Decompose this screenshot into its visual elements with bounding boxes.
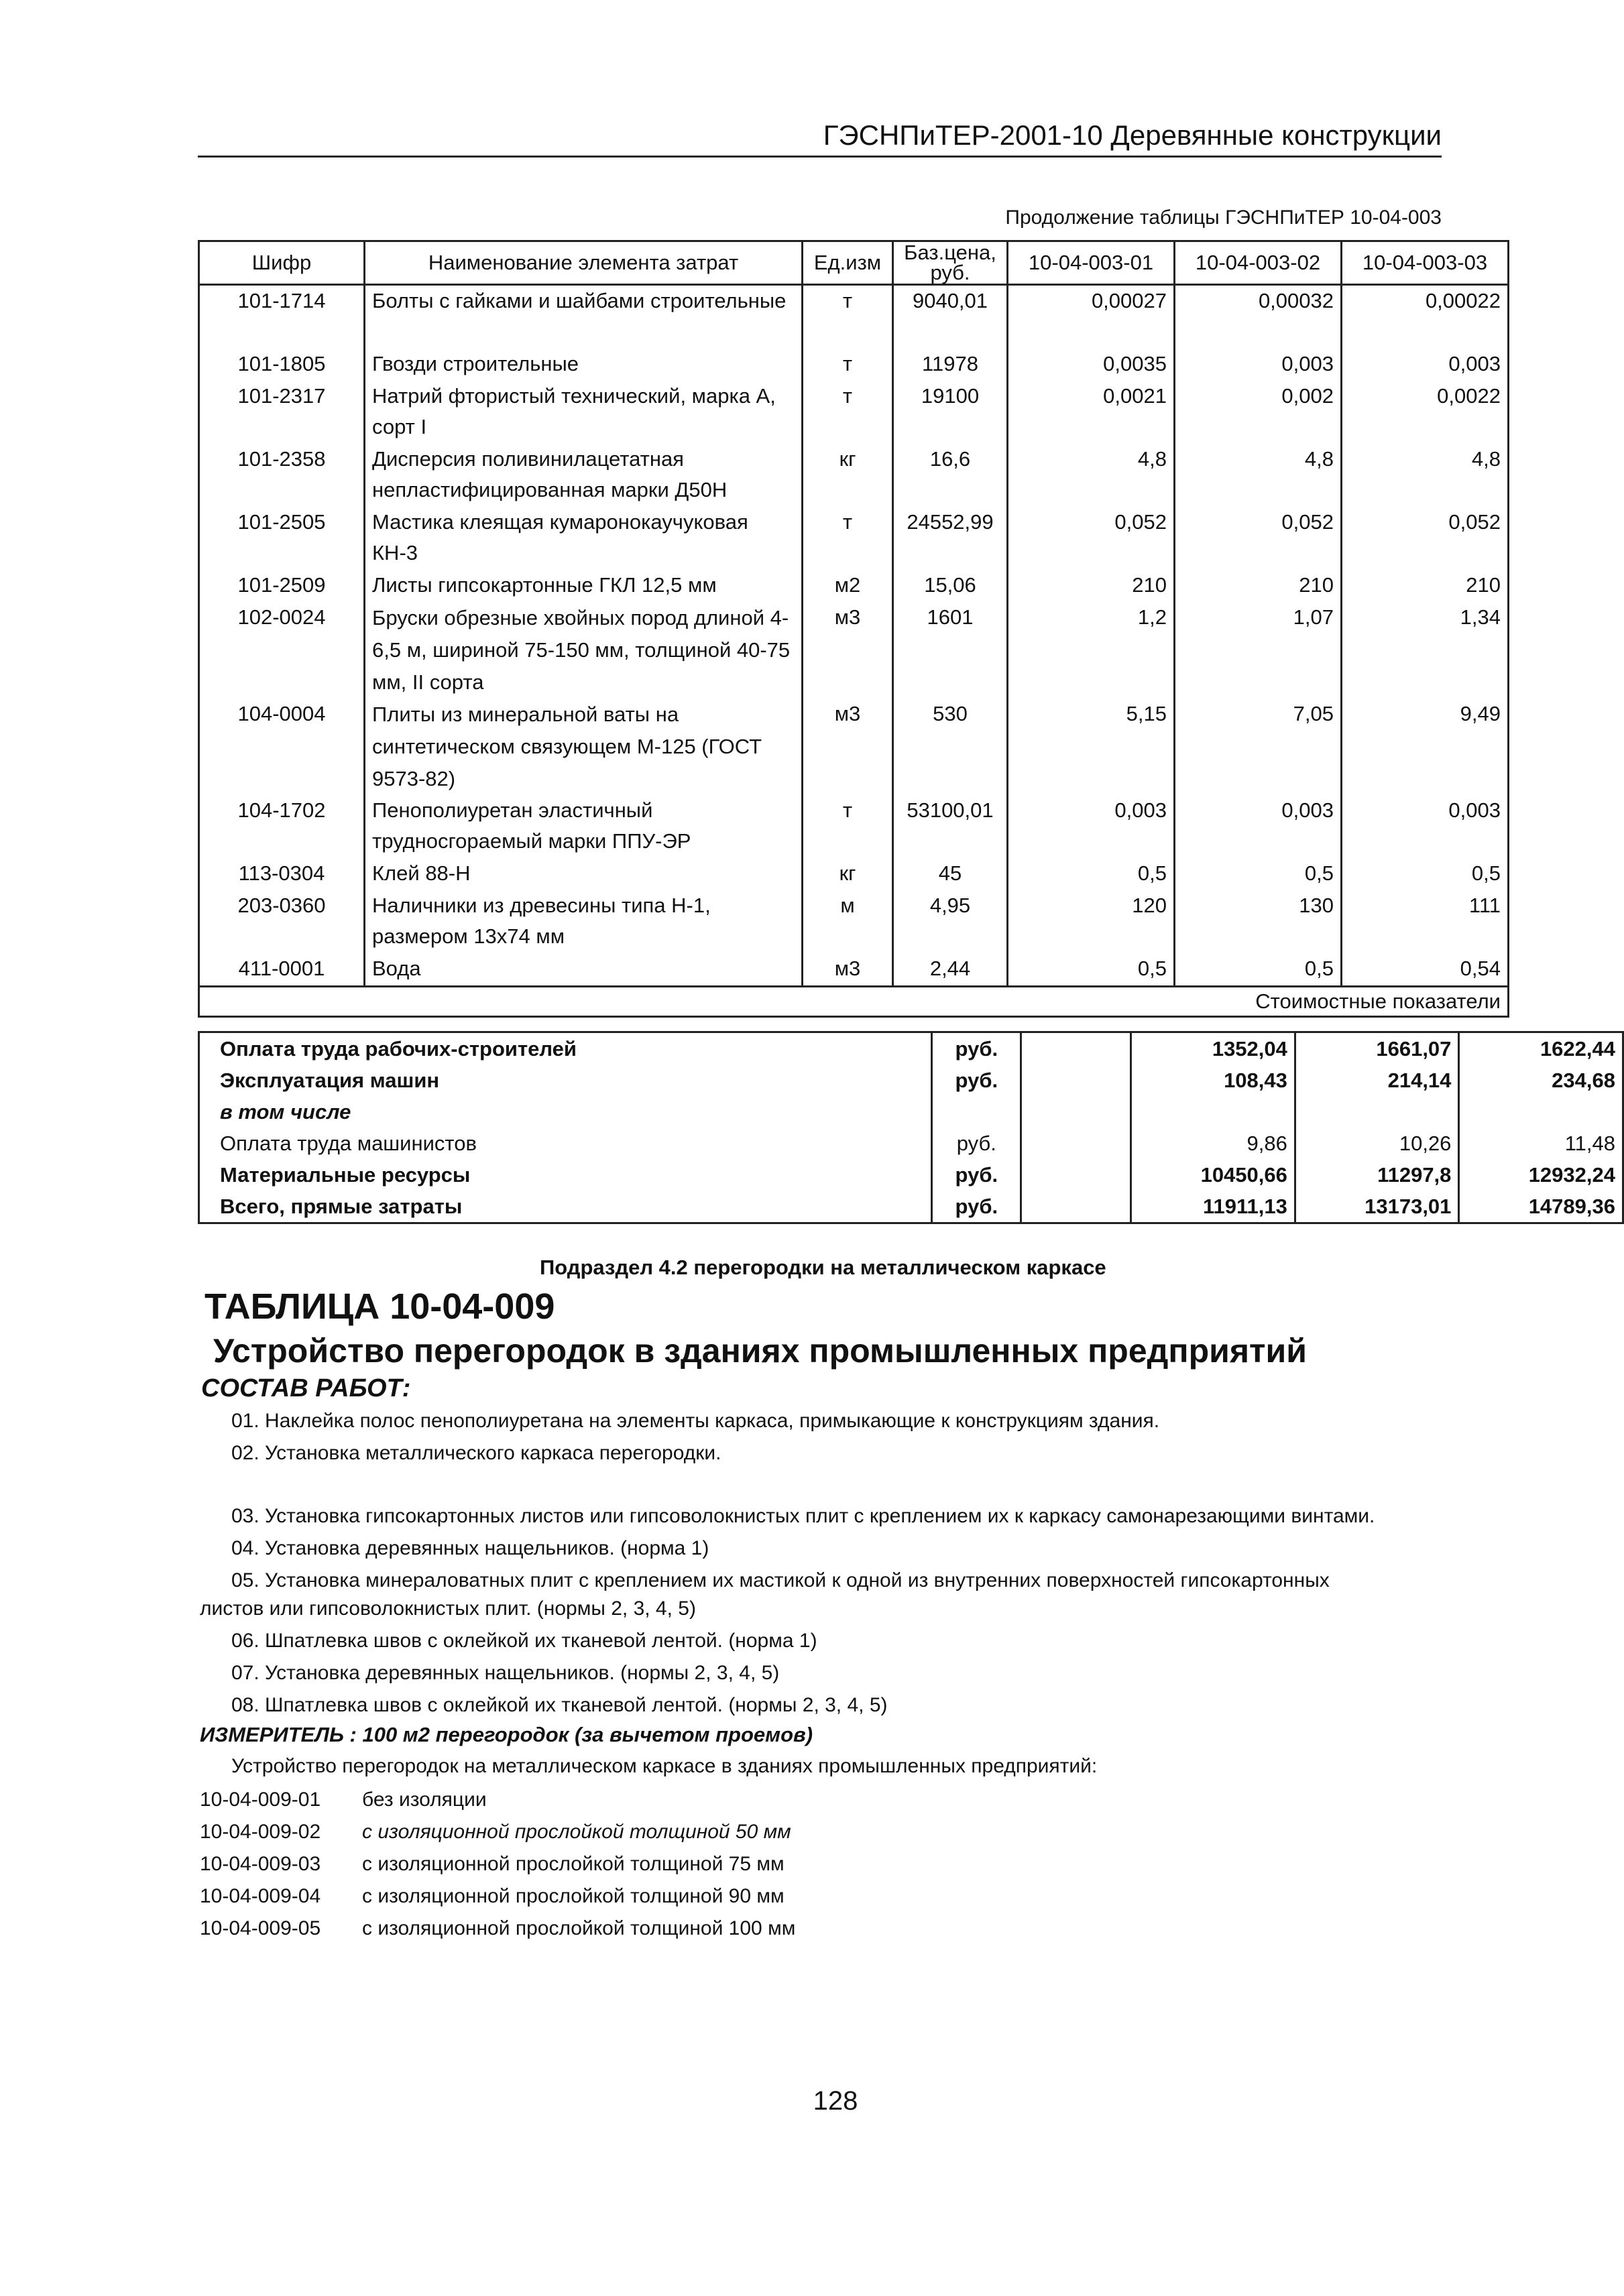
cell-price: 24552,99 — [893, 507, 1008, 570]
operation-item: 03. Установка гипсокартонных листов или гипсоволокнистых плит с креплением их к каркасу самонарезающими винтами. — [231, 1505, 1375, 1527]
cell-name: Бруски обрезные хвойных пород длиной 4-6,5 м, шириной 75-150 мм, толщиной 40-75 мм, II сорта — [365, 602, 803, 699]
cost-norm-1: 9,86 — [1131, 1128, 1295, 1159]
cell-norm-2: 0,003 — [1175, 349, 1342, 381]
cost-norm-1: 11911,13 — [1131, 1191, 1295, 1223]
cell-norm-3: 210 — [1342, 570, 1509, 602]
cost-empty — [1021, 1032, 1131, 1065]
cell-unit: т — [803, 285, 893, 349]
cell-norm-3: 0,052 — [1342, 507, 1509, 570]
cell-name: Вода — [365, 953, 803, 987]
cell-norm-1: 0,5 — [1008, 953, 1175, 987]
col-header-norm-3: 10-04-003-03 — [1342, 241, 1509, 285]
table-row — [199, 890, 1509, 953]
cell-price: 19100 — [893, 381, 1008, 444]
table-header-row — [199, 241, 1509, 285]
cell-unit: т — [803, 507, 893, 570]
cell-norm-3: 4,8 — [1342, 444, 1509, 507]
cost-norm-1: 108,43 — [1131, 1065, 1295, 1096]
table-row — [199, 1159, 1623, 1191]
cell-norm-1: 210 — [1008, 570, 1175, 602]
cell-norm-2: 4,8 — [1175, 444, 1342, 507]
cell-code: 101-2505 — [199, 507, 365, 570]
cost-norm-3: 234,68 — [1459, 1065, 1623, 1096]
cost-norm-2: 10,26 — [1295, 1128, 1459, 1159]
header-rule — [198, 156, 1442, 158]
cell-norm-2: 0,002 — [1175, 381, 1342, 444]
cost-indicators-label: Стоимостные показатели — [199, 987, 1509, 1017]
table-row — [199, 1065, 1623, 1096]
cost-norm-3: 1622,44 — [1459, 1032, 1623, 1065]
cost-unit: руб. — [932, 1159, 1021, 1191]
cost-unit — [932, 1096, 1021, 1128]
section-row — [199, 987, 1509, 1017]
cell-name: Мастика клеящая кумаронокаучуковая КН-3 — [365, 507, 803, 570]
cell-norm-1: 0,0021 — [1008, 381, 1175, 444]
cost-label: Оплата труда рабочих-строителей — [199, 1032, 932, 1065]
cell-norm-2: 0,5 — [1175, 953, 1342, 987]
cell-code: 101-2317 — [199, 381, 365, 444]
cost-label: в том числе — [199, 1096, 932, 1128]
cost-norm-2 — [1295, 1096, 1459, 1128]
col-header-norm-2: 10-04-003-02 — [1175, 241, 1342, 285]
cell-norm-3: 0,0022 — [1342, 381, 1509, 444]
cell-name: Плиты из минеральной ваты на синтетическом связующем М-125 (ГОСТ 9573-82) — [365, 699, 803, 795]
cell-norm-2: 1,07 — [1175, 602, 1342, 699]
cell-norm-1: 1,2 — [1008, 602, 1175, 699]
running-header: ГЭСНПиТЕР-2001-10 Деревянные конструкции — [823, 119, 1442, 151]
cell-code: 102-0024 — [199, 602, 365, 699]
cell-price: 45 — [893, 858, 1008, 890]
cell-code: 101-1805 — [199, 349, 365, 381]
cost-norm-3: 14789,36 — [1459, 1191, 1623, 1223]
operation-item-continuation: листов или гипсоволокнистых плит. (нормы 2, 3, 4, 5) — [200, 1597, 696, 1620]
cost-unit: руб. — [932, 1065, 1021, 1096]
cost-norm-2: 13173,01 — [1295, 1191, 1459, 1223]
cell-price: 16,6 — [893, 444, 1008, 507]
cost-label: Всего, прямые затраты — [199, 1191, 932, 1223]
norm-code: 10-04-009-02 — [200, 1821, 321, 1843]
cell-norm-3: 1,34 — [1342, 602, 1509, 699]
cell-norm-1: 120 — [1008, 890, 1175, 953]
norm-code: 10-04-009-05 — [200, 1917, 321, 1939]
cost-unit: руб. — [932, 1032, 1021, 1065]
cell-name: Листы гипсокартонные ГКЛ 12,5 мм — [365, 570, 803, 602]
norm-description: с изоляционной прослойкой толщиной 75 мм — [362, 1853, 785, 1875]
cell-unit: м3 — [803, 602, 893, 699]
norm-description: с изоляционной прослойкой толщиной 50 мм — [362, 1821, 791, 1843]
operation-item: 04. Установка деревянных нащельников. (норма 1) — [231, 1537, 709, 1559]
cost-label: Оплата труда машинистов — [199, 1128, 932, 1159]
cell-code: 101-2358 — [199, 444, 365, 507]
cell-unit: кг — [803, 444, 893, 507]
cell-code: 411-0001 — [199, 953, 365, 987]
col-header-unit: Ед.изм — [803, 241, 893, 285]
cell-norm-2: 0,003 — [1175, 795, 1342, 858]
cost-unit: руб. — [932, 1128, 1021, 1159]
cost-norm-3: 11,48 — [1459, 1128, 1623, 1159]
table-row — [199, 858, 1509, 890]
cell-price: 11978 — [893, 349, 1008, 381]
norm-code: 10-04-009-03 — [200, 1853, 321, 1875]
cell-norm-3: 0,5 — [1342, 858, 1509, 890]
cell-norm-2: 0,052 — [1175, 507, 1342, 570]
cell-unit: м — [803, 890, 893, 953]
table-row — [199, 1128, 1623, 1159]
cell-norm-2: 0,5 — [1175, 858, 1342, 890]
cost-norm-2: 1661,07 — [1295, 1032, 1459, 1065]
cell-name: Пенополиуретан эластичный трудносгораемый марки ППУ-ЭР — [365, 795, 803, 858]
resource-table — [198, 240, 1509, 1018]
cost-norm-1: 1352,04 — [1131, 1032, 1295, 1065]
cost-empty — [1021, 1159, 1131, 1191]
cell-code: 113-0304 — [199, 858, 365, 890]
col-header-price: Баз.цена, руб. — [893, 241, 1008, 285]
cell-unit: м2 — [803, 570, 893, 602]
cell-name: Наличники из древесины типа Н-1, размером 13х74 мм — [365, 890, 803, 953]
table-row — [199, 953, 1509, 987]
cell-price: 1601 — [893, 602, 1008, 699]
norm-code: 10-04-009-01 — [200, 1789, 321, 1811]
table-subtitle: Устройство перегородок в зданиях промышленных предприятий — [213, 1332, 1308, 1370]
norm-description: с изоляционной прослойкой толщиной 90 мм — [362, 1885, 785, 1907]
cell-norm-2: 210 — [1175, 570, 1342, 602]
cell-unit: кг — [803, 858, 893, 890]
cell-norm-1: 0,003 — [1008, 795, 1175, 858]
operation-item: 01. Наклейка полос пенополиуретана на элементы каркаса, примыкающие к конструкциям здания. — [231, 1410, 1160, 1432]
table-row — [199, 1032, 1623, 1065]
operation-item: 06. Шпатлевка швов с оклейкой их тканевой лентой. (норма 1) — [231, 1630, 817, 1652]
cell-price: 2,44 — [893, 953, 1008, 987]
cost-label: Материальные ресурсы — [199, 1159, 932, 1191]
cost-norm-3 — [1459, 1096, 1623, 1128]
cell-norm-3: 0,003 — [1342, 349, 1509, 381]
cell-unit: м3 — [803, 699, 893, 795]
cost-norm-1: 10450,66 — [1131, 1159, 1295, 1191]
cost-empty — [1021, 1096, 1131, 1128]
cell-price: 15,06 — [893, 570, 1008, 602]
cell-norm-2: 130 — [1175, 890, 1342, 953]
cell-code: 104-0004 — [199, 699, 365, 795]
measurement-unit: ИЗМЕРИТЕЛЬ : 100 м2 перегородок (за вычетом проемов) — [200, 1723, 813, 1746]
cell-code: 203-0360 — [199, 890, 365, 953]
cell-norm-3: 0,00022 — [1342, 285, 1509, 349]
norm-code: 10-04-009-04 — [200, 1885, 321, 1907]
cost-empty — [1021, 1191, 1131, 1223]
table-row — [199, 507, 1509, 570]
cell-unit: т — [803, 795, 893, 858]
norm-description: с изоляционной прослойкой толщиной 100 мм — [362, 1917, 796, 1939]
cell-norm-3: 111 — [1342, 890, 1509, 953]
cell-norm-3: 0,003 — [1342, 795, 1509, 858]
cost-norm-2: 11297,8 — [1295, 1159, 1459, 1191]
page-number: 128 — [813, 2086, 858, 2116]
table-row — [199, 602, 1509, 699]
cost-norm-1 — [1131, 1096, 1295, 1128]
cell-norm-1: 4,8 — [1008, 444, 1175, 507]
cell-price: 530 — [893, 699, 1008, 795]
cell-norm-1: 0,0035 — [1008, 349, 1175, 381]
table-row — [199, 699, 1509, 795]
cell-unit: м3 — [803, 953, 893, 987]
cell-norm-2: 0,00032 — [1175, 285, 1342, 349]
operation-item: 02. Установка металлического каркаса перегородки. — [231, 1442, 721, 1464]
cell-norm-1: 0,052 — [1008, 507, 1175, 570]
operation-item: 08. Шпатлевка швов с оклейкой их тканевой лентой. (нормы 2, 3, 4, 5) — [231, 1694, 888, 1716]
cell-name: Натрий фтористый технический, марка А, сорт I — [365, 381, 803, 444]
table-row — [199, 381, 1509, 444]
cell-norm-3: 0,54 — [1342, 953, 1509, 987]
cell-code: 101-2509 — [199, 570, 365, 602]
cell-unit: т — [803, 381, 893, 444]
cell-price: 9040,01 — [893, 285, 1008, 349]
norm-description: без изоляции — [362, 1789, 487, 1811]
table-row — [199, 349, 1509, 381]
cost-norm-3: 12932,24 — [1459, 1159, 1623, 1191]
cell-norm-2: 7,05 — [1175, 699, 1342, 795]
cell-price: 53100,01 — [893, 795, 1008, 858]
cell-name: Клей 88-Н — [365, 858, 803, 890]
cost-norm-2: 214,14 — [1295, 1065, 1459, 1096]
cell-norm-1: 5,15 — [1008, 699, 1175, 795]
table-row — [199, 285, 1509, 349]
table-row — [199, 1191, 1623, 1223]
col-header-name: Наименование элемента затрат — [365, 241, 803, 285]
cost-label: Эксплуатация машин — [199, 1065, 932, 1096]
cell-unit: т — [803, 349, 893, 381]
table-row — [199, 570, 1509, 602]
cell-price: 4,95 — [893, 890, 1008, 953]
table-title: ТАБЛИЦА 10-04-009 — [205, 1286, 555, 1327]
cell-norm-3: 9,49 — [1342, 699, 1509, 795]
cost-unit: руб. — [932, 1191, 1021, 1223]
col-header-code: Шифр — [199, 241, 365, 285]
norms-intro: Устройство перегородок на металлическом каркасе в зданиях промышленных предприятий: — [231, 1755, 1098, 1777]
table-row — [199, 795, 1509, 858]
col-header-norm-1: 10-04-003-01 — [1008, 241, 1175, 285]
cell-norm-1: 0,5 — [1008, 858, 1175, 890]
cell-norm-1: 0,00027 — [1008, 285, 1175, 349]
table-row — [199, 444, 1509, 507]
operation-item: 05. Установка минераловатных плит с креплением их мастикой к одной из внутренних поверхностей гипсокартонных — [231, 1569, 1330, 1591]
cost-empty — [1021, 1065, 1131, 1096]
subsection-heading: Подраздел 4.2 перегородки на металлическом каркасе — [540, 1256, 1106, 1279]
table-continuation-note: Продолжение таблицы ГЭСНПиТЕР 10-04-003 — [1005, 206, 1442, 229]
table-row — [199, 1096, 1623, 1128]
cell-name: Гвозди строительные — [365, 349, 803, 381]
cost-empty — [1021, 1128, 1131, 1159]
cell-code: 101-1714 — [199, 285, 365, 349]
cell-name: Дисперсия поливинилацетатная непластифицированная марки Д50Н — [365, 444, 803, 507]
operation-item: 07. Установка деревянных нащельников. (нормы 2, 3, 4, 5) — [231, 1662, 780, 1684]
cell-code: 104-1702 — [199, 795, 365, 858]
works-composition-label: СОСТАВ РАБОТ: — [201, 1374, 411, 1402]
cell-name: Болты с гайками и шайбами строительные — [365, 285, 803, 349]
cost-table — [198, 1031, 1624, 1224]
